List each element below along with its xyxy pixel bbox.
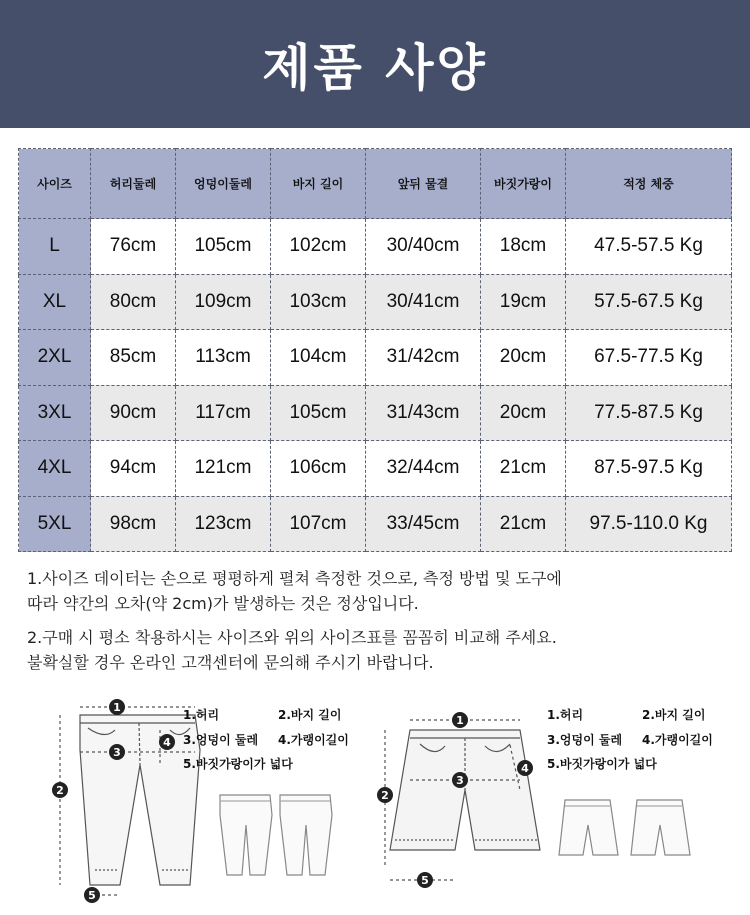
cell-waist: 85cm xyxy=(91,330,176,386)
cell-length: 104cm xyxy=(271,330,366,386)
shorts-legend xyxy=(547,706,732,776)
cell-hip: 123cm xyxy=(176,496,271,552)
marker-5-label: 5 xyxy=(88,889,96,902)
header-waist: 허리둘레 xyxy=(91,149,176,219)
cell-leg-opening: 20cm xyxy=(481,330,566,386)
note-1-line-1: 1.사이즈 데이터는 손으로 평평하게 펼쳐 측정한 것으로, 측정 방법 및 도구에 xyxy=(27,569,562,588)
cell-length: 103cm xyxy=(271,274,366,330)
header-hip: 엉덩이둘레 xyxy=(176,149,271,219)
shorts-marker-2-label: 2 xyxy=(381,789,389,802)
cell-hip: 109cm xyxy=(176,274,271,330)
cell-waist: 90cm xyxy=(91,385,176,441)
shorts-legend-crotch: 4.가랭이길이 xyxy=(642,733,713,747)
cell-size: XL xyxy=(19,274,91,330)
cell-size: 2XL xyxy=(19,330,91,386)
table-row xyxy=(19,330,732,386)
cell-waist: 98cm xyxy=(91,496,176,552)
cell-weight: 47.5-57.5 Kg xyxy=(566,219,732,275)
cell-weight: 67.5-77.5 Kg xyxy=(566,330,732,386)
cell-size: 4XL xyxy=(19,441,91,497)
cell-leg-opening: 18cm xyxy=(481,219,566,275)
cell-length: 102cm xyxy=(271,219,366,275)
cell-rise: 31/42cm xyxy=(366,330,481,386)
header-leg-opening: 바짓가랑이 xyxy=(481,149,566,219)
note-2-line-2: 불확실할 경우 온라인 고객센터에 문의해 주시기 바랍니다. xyxy=(27,653,434,672)
marker-1-label: 1 xyxy=(113,701,121,714)
shorts-marker-3-label: 3 xyxy=(456,774,464,787)
shorts-diagram xyxy=(375,690,735,905)
cell-hip: 117cm xyxy=(176,385,271,441)
cell-waist: 80cm xyxy=(91,274,176,330)
table-row xyxy=(19,219,732,275)
marker-3-label: 3 xyxy=(113,746,121,759)
cell-weight: 77.5-87.5 Kg xyxy=(566,385,732,441)
shorts-marker-4-label: 4 xyxy=(521,762,529,775)
cell-waist: 76cm xyxy=(91,219,176,275)
cell-size: 5XL xyxy=(19,496,91,552)
long-pants-diagram xyxy=(20,690,375,905)
cell-length: 105cm xyxy=(271,385,366,441)
cell-rise: 30/41cm xyxy=(366,274,481,330)
note-1 xyxy=(27,566,727,616)
header-size: 사이즈 xyxy=(19,149,91,219)
table-header-row xyxy=(19,149,732,219)
cell-rise: 33/45cm xyxy=(366,496,481,552)
note-2-line-1: 2.구매 시 평소 착용하시는 사이즈와 위의 사이즈표를 꼼꼼히 비교해 주세요. xyxy=(27,628,557,647)
cell-weight: 57.5-67.5 Kg xyxy=(566,274,732,330)
shorts-marker-5-label: 5 xyxy=(421,874,429,887)
table-row xyxy=(19,385,732,441)
shorts-legend-leg-opening: 5.바짓가랑이가 넓다 xyxy=(547,757,657,771)
shorts-legend-hip: 3.엉덩이 둘레 xyxy=(547,733,623,747)
cell-weight: 87.5-97.5 Kg xyxy=(566,441,732,497)
cell-hip: 113cm xyxy=(176,330,271,386)
table-row xyxy=(19,274,732,330)
legend-crotch: 4.가랭이길이 xyxy=(278,733,349,747)
header-length: 바지 길이 xyxy=(271,149,366,219)
notes xyxy=(27,566,727,684)
legend-leg-opening: 5.바짓가랑이가 넓다 xyxy=(183,757,293,771)
legend-waist: 1.허리 xyxy=(183,708,220,722)
long-pants-legend xyxy=(183,706,373,776)
cell-rise: 30/40cm xyxy=(366,219,481,275)
size-spec-table xyxy=(18,148,732,552)
legend-length: 2.바지 길이 xyxy=(278,708,342,722)
marker-2-label: 2 xyxy=(56,784,64,797)
header-weight: 적정 체중 xyxy=(566,149,732,219)
table-row xyxy=(19,441,732,497)
cell-size: L xyxy=(19,219,91,275)
note-1-line-2: 따라 약간의 오차(약 2cm)가 발생하는 것은 정상입니다. xyxy=(27,594,419,613)
page-title: 제품 사양 xyxy=(262,39,488,97)
shorts-marker-1-label: 1 xyxy=(456,714,464,727)
cell-waist: 94cm xyxy=(91,441,176,497)
cell-length: 107cm xyxy=(271,496,366,552)
cell-leg-opening: 19cm xyxy=(481,274,566,330)
cell-rise: 31/43cm xyxy=(366,385,481,441)
shorts-legend-waist: 1.허리 xyxy=(547,708,584,722)
marker-4-label: 4 xyxy=(163,736,171,749)
title-banner xyxy=(0,0,750,128)
cell-rise: 32/44cm xyxy=(366,441,481,497)
cell-weight: 97.5-110.0 Kg xyxy=(566,496,732,552)
cell-hip: 105cm xyxy=(176,219,271,275)
header-rise: 앞뒤 물결 xyxy=(366,149,481,219)
cell-hip: 121cm xyxy=(176,441,271,497)
cell-leg-opening: 20cm xyxy=(481,385,566,441)
cell-leg-opening: 21cm xyxy=(481,496,566,552)
legend-hip: 3.엉덩이 둘레 xyxy=(183,733,259,747)
cell-leg-opening: 21cm xyxy=(481,441,566,497)
note-2 xyxy=(27,625,727,675)
cell-length: 106cm xyxy=(271,441,366,497)
table-row xyxy=(19,496,732,552)
shorts-legend-length: 2.바지 길이 xyxy=(642,708,706,722)
cell-size: 3XL xyxy=(19,385,91,441)
